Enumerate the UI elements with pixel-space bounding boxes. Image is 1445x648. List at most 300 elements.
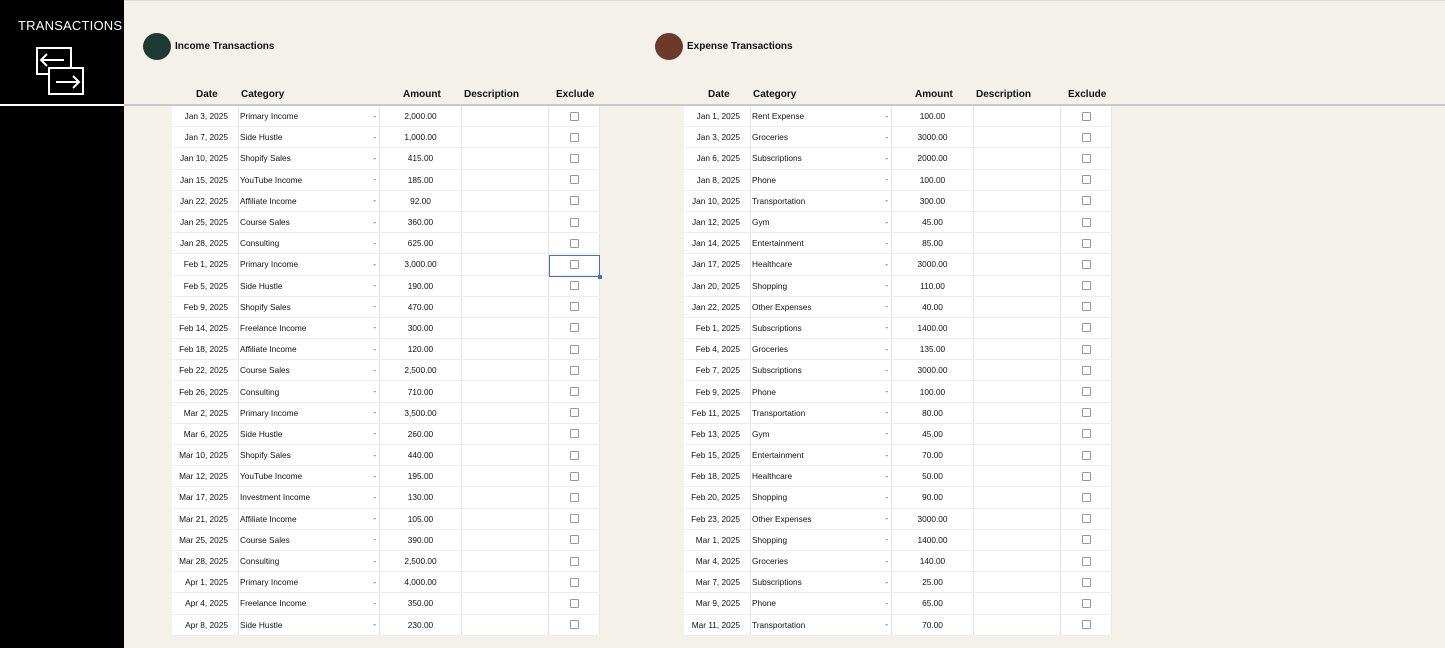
amount-cell[interactable]: 4,000.00 — [380, 572, 462, 592]
date-cell[interactable]: Jan 22, 2025 — [684, 297, 751, 317]
date-cell[interactable]: Feb 18, 2025 — [172, 339, 239, 359]
dropdown-marker-icon[interactable]: - — [885, 302, 888, 312]
description-cell[interactable] — [462, 212, 549, 232]
exclude-checkbox[interactable] — [1082, 218, 1091, 227]
date-cell[interactable]: Jan 12, 2025 — [684, 212, 751, 232]
category-dropdown[interactable] — [751, 233, 892, 253]
amount-cell[interactable]: 70.00 — [892, 615, 974, 635]
exclude-checkbox[interactable] — [570, 408, 579, 417]
date-cell[interactable]: Mar 1, 2025 — [684, 530, 751, 550]
description-cell[interactable] — [974, 403, 1061, 423]
dropdown-marker-icon[interactable]: - — [373, 323, 376, 333]
date-cell[interactable]: Feb 1, 2025 — [172, 254, 239, 274]
date-cell[interactable]: Feb 11, 2025 — [684, 403, 751, 423]
description-cell[interactable] — [974, 381, 1061, 401]
category-dropdown[interactable] — [239, 551, 380, 571]
description-cell[interactable] — [974, 212, 1061, 232]
exclude-checkbox[interactable] — [1082, 239, 1091, 248]
date-cell[interactable]: Feb 15, 2025 — [684, 445, 751, 465]
amount-cell[interactable]: 3000.00 — [892, 254, 974, 274]
dropdown-marker-icon[interactable]: - — [885, 620, 888, 630]
amount-cell[interactable]: 3,000.00 — [380, 254, 462, 274]
amount-cell[interactable]: 2000.00 — [892, 148, 974, 168]
date-cell[interactable]: Feb 22, 2025 — [172, 360, 239, 380]
description-cell[interactable] — [462, 297, 549, 317]
amount-cell[interactable]: 195.00 — [380, 466, 462, 486]
dropdown-marker-icon[interactable]: - — [373, 344, 376, 354]
exclude-checkbox[interactable] — [570, 620, 579, 629]
exclude-checkbox[interactable] — [1082, 451, 1091, 460]
description-cell[interactable] — [462, 530, 549, 550]
exclude-checkbox[interactable] — [1082, 557, 1091, 566]
exclude-checkbox[interactable] — [1082, 620, 1091, 629]
date-cell[interactable]: Mar 28, 2025 — [172, 551, 239, 571]
exclude-checkbox[interactable] — [570, 345, 579, 354]
exclude-checkbox[interactable] — [570, 239, 579, 248]
exclude-checkbox[interactable] — [1082, 599, 1091, 608]
description-cell[interactable] — [974, 360, 1061, 380]
category-dropdown[interactable] — [239, 233, 380, 253]
category-dropdown[interactable] — [751, 615, 892, 635]
dropdown-marker-icon[interactable]: - — [373, 492, 376, 502]
date-cell[interactable]: Feb 23, 2025 — [684, 509, 751, 529]
amount-cell[interactable]: 710.00 — [380, 381, 462, 401]
amount-cell[interactable]: 440.00 — [380, 445, 462, 465]
exclude-checkbox[interactable] — [570, 175, 579, 184]
date-cell[interactable]: Jan 7, 2025 — [172, 127, 239, 147]
category-dropdown[interactable] — [751, 170, 892, 190]
amount-cell[interactable]: 100.00 — [892, 106, 974, 126]
category-dropdown[interactable] — [239, 297, 380, 317]
category-dropdown[interactable] — [751, 593, 892, 613]
exclude-checkbox[interactable] — [570, 451, 579, 460]
exclude-checkbox[interactable] — [570, 196, 579, 205]
amount-cell[interactable]: 90.00 — [892, 487, 974, 507]
amount-cell[interactable]: 130.00 — [380, 487, 462, 507]
category-dropdown[interactable] — [751, 148, 892, 168]
description-cell[interactable] — [974, 530, 1061, 550]
date-cell[interactable]: Feb 4, 2025 — [684, 339, 751, 359]
exclude-checkbox[interactable] — [570, 578, 579, 587]
category-dropdown[interactable] — [751, 127, 892, 147]
exclude-checkbox[interactable] — [570, 557, 579, 566]
date-cell[interactable]: Jan 22, 2025 — [172, 191, 239, 211]
description-cell[interactable] — [974, 466, 1061, 486]
category-dropdown[interactable] — [239, 276, 380, 296]
category-dropdown[interactable] — [751, 212, 892, 232]
date-cell[interactable]: Feb 18, 2025 — [684, 466, 751, 486]
amount-cell[interactable]: 3000.00 — [892, 360, 974, 380]
category-dropdown[interactable] — [239, 360, 380, 380]
dropdown-marker-icon[interactable]: - — [885, 111, 888, 121]
exclude-checkbox[interactable] — [570, 323, 579, 332]
amount-cell[interactable]: 3000.00 — [892, 509, 974, 529]
dropdown-marker-icon[interactable]: - — [373, 132, 376, 142]
amount-cell[interactable]: 470.00 — [380, 297, 462, 317]
dropdown-marker-icon[interactable]: - — [373, 471, 376, 481]
date-cell[interactable]: Feb 13, 2025 — [684, 424, 751, 444]
category-dropdown[interactable] — [239, 254, 380, 274]
date-cell[interactable]: Mar 2, 2025 — [172, 403, 239, 423]
date-cell[interactable]: Feb 9, 2025 — [172, 297, 239, 317]
category-dropdown[interactable] — [239, 148, 380, 168]
category-dropdown[interactable] — [239, 381, 380, 401]
amount-cell[interactable]: 140.00 — [892, 551, 974, 571]
description-cell[interactable] — [462, 487, 549, 507]
description-cell[interactable] — [462, 254, 549, 274]
amount-cell[interactable]: 70.00 — [892, 445, 974, 465]
description-cell[interactable] — [974, 233, 1061, 253]
date-cell[interactable]: Feb 9, 2025 — [684, 381, 751, 401]
amount-cell[interactable]: 120.00 — [380, 339, 462, 359]
category-dropdown[interactable] — [239, 530, 380, 550]
description-cell[interactable] — [974, 170, 1061, 190]
amount-cell[interactable]: 1,000.00 — [380, 127, 462, 147]
category-dropdown[interactable] — [751, 106, 892, 126]
dropdown-marker-icon[interactable]: - — [885, 556, 888, 566]
dropdown-marker-icon[interactable]: - — [885, 259, 888, 269]
category-value: Primary Income — [240, 111, 299, 122]
dropdown-marker-icon[interactable]: - — [373, 598, 376, 608]
dropdown-marker-icon[interactable]: - — [373, 281, 376, 291]
exclude-checkbox[interactable] — [570, 535, 579, 544]
dropdown-marker-icon[interactable]: - — [885, 217, 888, 227]
date-cell[interactable]: Mar 4, 2025 — [684, 551, 751, 571]
date-cell[interactable]: Jan 10, 2025 — [684, 191, 751, 211]
category-dropdown[interactable] — [751, 297, 892, 317]
category-dropdown[interactable] — [239, 318, 380, 338]
date-cell[interactable]: Jan 3, 2025 — [684, 127, 751, 147]
exclude-checkbox[interactable] — [570, 281, 579, 290]
exclude-checkbox[interactable] — [1082, 578, 1091, 587]
amount-cell[interactable]: 1400.00 — [892, 318, 974, 338]
dropdown-marker-icon[interactable]: - — [885, 408, 888, 418]
dropdown-marker-icon[interactable]: - — [885, 344, 888, 354]
exclude-checkbox[interactable] — [570, 472, 579, 481]
description-cell[interactable] — [974, 339, 1061, 359]
category-dropdown[interactable] — [239, 593, 380, 613]
category-dropdown[interactable] — [751, 403, 892, 423]
date-cell[interactable]: Mar 6, 2025 — [172, 424, 239, 444]
date-cell[interactable]: Mar 10, 2025 — [172, 445, 239, 465]
dropdown-marker-icon[interactable]: - — [885, 429, 888, 439]
exclude-checkbox[interactable] — [1082, 175, 1091, 184]
amount-cell[interactable]: 230.00 — [380, 615, 462, 635]
category-dropdown[interactable] — [751, 487, 892, 507]
description-cell[interactable] — [462, 509, 549, 529]
date-cell[interactable]: Apr 4, 2025 — [172, 593, 239, 613]
description-cell[interactable] — [462, 445, 549, 465]
dropdown-marker-icon[interactable]: - — [885, 471, 888, 481]
amount-cell[interactable]: 65.00 — [892, 593, 974, 613]
category-dropdown[interactable] — [751, 509, 892, 529]
exclude-checkbox[interactable] — [1082, 260, 1091, 269]
amount-cell[interactable]: 80.00 — [892, 403, 974, 423]
category-dropdown[interactable] — [239, 170, 380, 190]
dropdown-marker-icon[interactable]: - — [885, 175, 888, 185]
dropdown-marker-icon[interactable]: - — [885, 535, 888, 545]
description-cell[interactable] — [974, 424, 1061, 444]
exclude-checkbox[interactable] — [570, 366, 579, 375]
dropdown-marker-icon[interactable]: - — [373, 365, 376, 375]
description-cell[interactable] — [462, 127, 549, 147]
dropdown-marker-icon[interactable]: - — [373, 535, 376, 545]
amount-cell[interactable]: 2,000.00 — [380, 106, 462, 126]
amount-cell[interactable]: 2,500.00 — [380, 360, 462, 380]
date-cell[interactable]: Feb 20, 2025 — [684, 487, 751, 507]
date-cell[interactable]: Mar 17, 2025 — [172, 487, 239, 507]
exclude-checkbox[interactable] — [1082, 387, 1091, 396]
dropdown-marker-icon[interactable]: - — [373, 175, 376, 185]
amount-cell[interactable]: 110.00 — [892, 276, 974, 296]
description-cell[interactable] — [974, 127, 1061, 147]
description-cell[interactable] — [462, 148, 549, 168]
date-cell[interactable]: Mar 25, 2025 — [172, 530, 239, 550]
exclude-checkbox[interactable] — [1082, 196, 1091, 205]
dropdown-marker-icon[interactable]: - — [885, 323, 888, 333]
amount-cell[interactable]: 190.00 — [380, 276, 462, 296]
dropdown-marker-icon[interactable]: - — [885, 365, 888, 375]
description-cell[interactable] — [974, 509, 1061, 529]
date-cell[interactable]: Jan 3, 2025 — [172, 106, 239, 126]
dropdown-marker-icon[interactable]: - — [373, 556, 376, 566]
description-cell[interactable] — [974, 276, 1061, 296]
exclude-checkbox[interactable] — [1082, 429, 1091, 438]
dropdown-marker-icon[interactable]: - — [885, 514, 888, 524]
dropdown-marker-icon[interactable]: - — [885, 598, 888, 608]
dropdown-marker-icon[interactable]: - — [885, 577, 888, 587]
date-cell[interactable]: Mar 12, 2025 — [172, 466, 239, 486]
category-dropdown[interactable] — [239, 615, 380, 635]
category-dropdown[interactable] — [239, 212, 380, 232]
description-cell[interactable] — [462, 403, 549, 423]
amount-cell[interactable]: 300.00 — [892, 191, 974, 211]
amount-cell[interactable]: 25.00 — [892, 572, 974, 592]
date-cell[interactable]: Jan 17, 2025 — [684, 254, 751, 274]
dropdown-marker-icon[interactable]: - — [373, 577, 376, 587]
description-cell[interactable] — [974, 254, 1061, 274]
dropdown-marker-icon[interactable]: - — [885, 492, 888, 502]
category-dropdown[interactable] — [751, 254, 892, 274]
date-cell[interactable]: Mar 11, 2025 — [684, 615, 751, 635]
dropdown-marker-icon[interactable]: - — [373, 450, 376, 460]
dropdown-marker-icon[interactable]: - — [373, 387, 376, 397]
date-cell[interactable]: Jan 28, 2025 — [172, 233, 239, 253]
dropdown-marker-icon[interactable]: - — [373, 429, 376, 439]
description-cell[interactable] — [974, 318, 1061, 338]
description-cell[interactable] — [974, 445, 1061, 465]
dropdown-marker-icon[interactable]: - — [885, 238, 888, 248]
category-dropdown[interactable] — [239, 572, 380, 592]
description-cell[interactable] — [974, 148, 1061, 168]
exclude-checkbox[interactable] — [1082, 366, 1091, 375]
dropdown-marker-icon[interactable]: - — [373, 259, 376, 269]
category-dropdown[interactable] — [239, 191, 380, 211]
description-cell[interactable] — [462, 106, 549, 126]
category-dropdown[interactable] — [751, 572, 892, 592]
exclude-checkbox[interactable] — [1082, 112, 1091, 121]
exclude-checkbox[interactable] — [1082, 345, 1091, 354]
exclude-checkbox[interactable] — [1082, 154, 1091, 163]
exclude-checkbox[interactable] — [1082, 133, 1091, 142]
dropdown-marker-icon[interactable]: - — [373, 302, 376, 312]
category-dropdown[interactable] — [239, 424, 380, 444]
description-cell[interactable] — [462, 381, 549, 401]
description-cell[interactable] — [974, 615, 1061, 635]
category-dropdown[interactable] — [751, 466, 892, 486]
exclude-checkbox[interactable] — [1082, 323, 1091, 332]
date-cell[interactable]: Jan 15, 2025 — [172, 170, 239, 190]
dropdown-marker-icon[interactable]: - — [885, 281, 888, 291]
exclude-checkbox[interactable] — [570, 112, 579, 121]
description-cell[interactable] — [462, 339, 549, 359]
description-cell[interactable] — [974, 297, 1061, 317]
description-cell[interactable] — [462, 615, 549, 635]
amount-cell[interactable]: 100.00 — [892, 381, 974, 401]
amount-cell[interactable]: 45.00 — [892, 424, 974, 444]
amount-cell[interactable]: 360.00 — [380, 212, 462, 232]
amount-cell[interactable]: 135.00 — [892, 339, 974, 359]
dropdown-marker-icon[interactable]: - — [885, 387, 888, 397]
exclude-checkbox[interactable] — [1082, 281, 1091, 290]
amount-cell[interactable]: 92.00 — [380, 191, 462, 211]
exclude-checkbox[interactable] — [570, 514, 579, 523]
category-dropdown[interactable] — [751, 381, 892, 401]
exclude-checkbox[interactable] — [570, 302, 579, 311]
dropdown-marker-icon[interactable]: - — [885, 132, 888, 142]
dropdown-marker-icon[interactable]: - — [373, 514, 376, 524]
category-dropdown[interactable] — [751, 551, 892, 571]
amount-cell[interactable]: 3,500.00 — [380, 403, 462, 423]
date-cell[interactable]: Feb 26, 2025 — [172, 381, 239, 401]
category-dropdown[interactable] — [751, 191, 892, 211]
amount-cell[interactable]: 2,500.00 — [380, 551, 462, 571]
description-cell[interactable] — [462, 572, 549, 592]
exclude-checkbox[interactable] — [570, 218, 579, 227]
description-cell[interactable] — [462, 466, 549, 486]
date-cell[interactable]: Jan 1, 2025 — [684, 106, 751, 126]
date-cell[interactable]: Apr 1, 2025 — [172, 572, 239, 592]
exclude-checkbox[interactable] — [570, 493, 579, 502]
description-cell[interactable] — [462, 424, 549, 444]
amount-cell[interactable]: 350.00 — [380, 593, 462, 613]
dropdown-marker-icon[interactable]: - — [373, 238, 376, 248]
category-dropdown[interactable] — [751, 360, 892, 380]
amount-cell[interactable]: 625.00 — [380, 233, 462, 253]
description-cell[interactable] — [462, 170, 549, 190]
dropdown-marker-icon[interactable]: - — [373, 153, 376, 163]
description-cell[interactable] — [974, 106, 1061, 126]
category-dropdown[interactable] — [239, 445, 380, 465]
category-dropdown[interactable] — [239, 487, 380, 507]
category-dropdown[interactable] — [751, 445, 892, 465]
amount-cell[interactable]: 390.00 — [380, 530, 462, 550]
amount-cell[interactable]: 85.00 — [892, 233, 974, 253]
exclude-checkbox[interactable] — [1082, 514, 1091, 523]
amount-cell[interactable]: 105.00 — [380, 509, 462, 529]
description-cell[interactable] — [462, 593, 549, 613]
description-cell[interactable] — [462, 191, 549, 211]
description-cell[interactable] — [974, 572, 1061, 592]
category-dropdown[interactable] — [239, 403, 380, 423]
amount-cell[interactable]: 45.00 — [892, 212, 974, 232]
description-cell[interactable] — [974, 487, 1061, 507]
amount-cell[interactable]: 100.00 — [892, 170, 974, 190]
amount-cell[interactable]: 300.00 — [380, 318, 462, 338]
amount-cell[interactable]: 415.00 — [380, 148, 462, 168]
exclude-checkbox[interactable] — [570, 154, 579, 163]
date-cell[interactable]: Jan 25, 2025 — [172, 212, 239, 232]
category-dropdown[interactable] — [751, 276, 892, 296]
date-cell[interactable]: Mar 9, 2025 — [684, 593, 751, 613]
date-cell[interactable]: Feb 5, 2025 — [172, 276, 239, 296]
date-cell[interactable]: Jan 10, 2025 — [172, 148, 239, 168]
description-cell[interactable] — [974, 551, 1061, 571]
date-cell[interactable]: Apr 8, 2025 — [172, 615, 239, 635]
description-cell[interactable] — [974, 191, 1061, 211]
amount-cell[interactable]: 3000.00 — [892, 127, 974, 147]
exclude-checkbox[interactable] — [1082, 302, 1091, 311]
category-dropdown[interactable] — [239, 127, 380, 147]
date-cell[interactable]: Mar 7, 2025 — [684, 572, 751, 592]
amount-cell[interactable]: 50.00 — [892, 466, 974, 486]
dropdown-marker-icon[interactable]: - — [373, 620, 376, 630]
dropdown-marker-icon[interactable]: - — [373, 196, 376, 206]
category-dropdown[interactable] — [751, 339, 892, 359]
description-cell[interactable] — [462, 360, 549, 380]
category-dropdown[interactable] — [751, 530, 892, 550]
amount-cell[interactable]: 1400.00 — [892, 530, 974, 550]
description-cell[interactable] — [462, 233, 549, 253]
category-dropdown[interactable] — [751, 424, 892, 444]
dropdown-marker-icon[interactable]: - — [373, 217, 376, 227]
category-dropdown[interactable] — [239, 466, 380, 486]
dropdown-marker-icon[interactable]: - — [373, 111, 376, 121]
description-cell[interactable] — [974, 593, 1061, 613]
date-cell[interactable]: Mar 21, 2025 — [172, 509, 239, 529]
date-cell[interactable]: Jan 14, 2025 — [684, 233, 751, 253]
date-cell[interactable]: Feb 7, 2025 — [684, 360, 751, 380]
category-dropdown[interactable] — [751, 318, 892, 338]
date-cell[interactable]: Jan 8, 2025 — [684, 170, 751, 190]
amount-cell[interactable]: 40.00 — [892, 297, 974, 317]
category-dropdown[interactable] — [239, 509, 380, 529]
exclude-checkbox[interactable] — [570, 387, 579, 396]
exclude-checkbox[interactable] — [1082, 493, 1091, 502]
exclude-checkbox[interactable] — [570, 133, 579, 142]
exclude-checkbox[interactable] — [1082, 408, 1091, 417]
category-dropdown[interactable] — [239, 106, 380, 126]
description-cell[interactable] — [462, 318, 549, 338]
exclude-checkbox[interactable] — [570, 599, 579, 608]
exclude-checkbox[interactable] — [1082, 535, 1091, 544]
description-cell[interactable] — [462, 276, 549, 296]
amount-cell[interactable]: 185.00 — [380, 170, 462, 190]
dropdown-marker-icon[interactable]: - — [885, 196, 888, 206]
dropdown-marker-icon[interactable]: - — [885, 450, 888, 460]
category-dropdown[interactable] — [239, 339, 380, 359]
dropdown-marker-icon[interactable]: - — [885, 153, 888, 163]
date-cell[interactable]: Jan 6, 2025 — [684, 148, 751, 168]
dropdown-marker-icon[interactable]: - — [373, 408, 376, 418]
exclude-checkbox[interactable] — [1082, 472, 1091, 481]
description-cell[interactable] — [462, 551, 549, 571]
date-cell[interactable]: Feb 14, 2025 — [172, 318, 239, 338]
date-cell[interactable]: Jan 20, 2025 — [684, 276, 751, 296]
date-cell[interactable]: Feb 1, 2025 — [684, 318, 751, 338]
amount-cell[interactable]: 260.00 — [380, 424, 462, 444]
exclude-checkbox[interactable] — [570, 429, 579, 438]
